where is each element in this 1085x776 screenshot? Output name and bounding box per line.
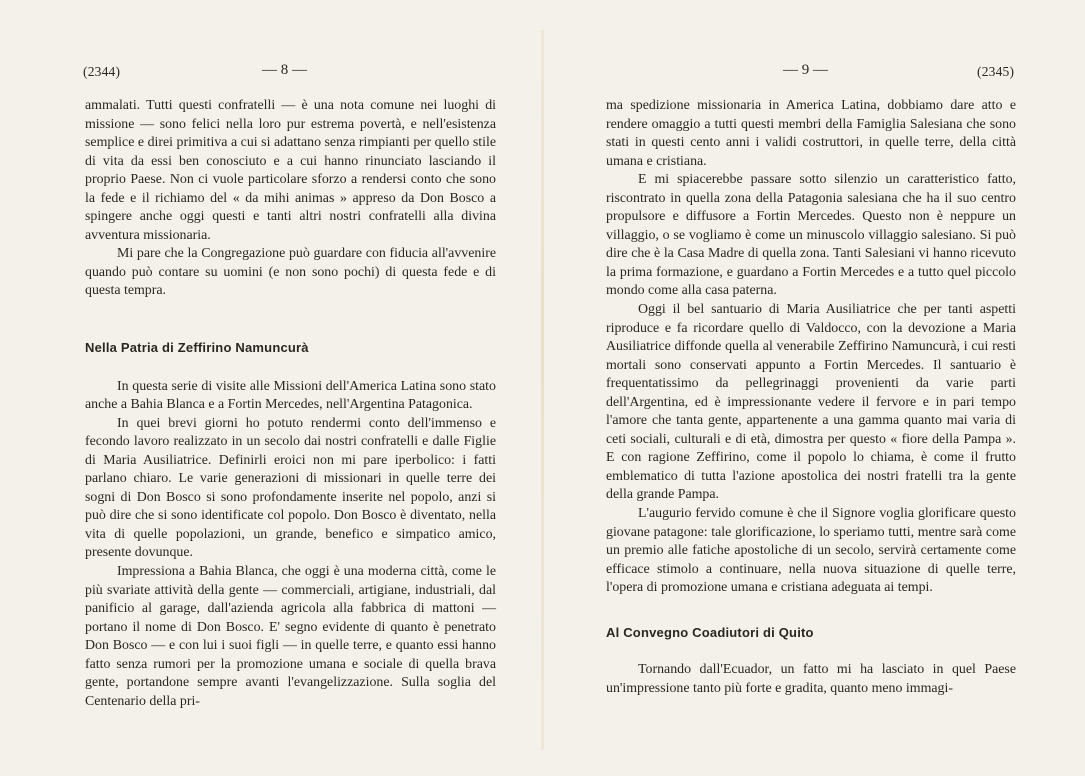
paragraph: Oggi il bel santuario di Maria Ausiliatrice che per tanti aspetti riproduce e fa ricordare quello di Valdocco, con la devozione a Maria Ausiliatrice diffonde quella al venerabile Zeffirino Namuncurà, i cui resti mortali sono conservati appunto a Fortin Mercedes. Il santuario è frequentatissimo da pellegrinaggi provenienti da varie parti dell'Argentina, ed è impressionante vedere il fervore e in pari tempo l'amore che tanta gente, appartenente a una gamma quanto mai varia di ceti sociali, culturali e di età, dimostra per questo « fiore della Pampa ». E con ragione Zeffirino, come il popolo lo chiama, è come il frutto emblematico di tutta l'azione apostolica dei nostri fratelli tra la gente della grande Pampa. (606, 302, 1016, 503)
paragraph: In questa serie di visite alle Missioni dell'America Latina sono stato anche a Bahia Blanca e a Fortin Mercedes, nell'Argentina Patagonica. (85, 378, 496, 413)
archive-number: (2345) (977, 64, 1015, 79)
paragraph: ammalati. Tutti questi confratelli — è una nota comune nei luoghi di missione — sono felici nella loro pur estrema povertà, e nell'esistenza semplice e direi primitiva a cui si adattano senza rimpianti per quello stile di vita da essi ben conosciuto e a cui hanno rinunciato lasciando il proprio Paese. Non ci vuole particolare sforzo a rendersi conto che sono la fede e il richiamo del « da mihi animas » appreso da Don Bosco a spingere anche oggi questi e tanti altri nostri confratelli alla divina avventura missionaria. (85, 98, 496, 243)
page-number: — 9 — (783, 62, 828, 78)
page-number: — 8 — (262, 62, 307, 78)
text-column (606, 97, 1016, 698)
text-column (85, 97, 496, 711)
paragraph: Tornando dall'Ecuador, un fatto mi ha lasciato in quel Paese un'impressione tanto più forte e gradita, quanto meno immagi- (606, 662, 1016, 696)
paragraph: ma spedizione missionaria in America Latina, dobbiamo dare atto e rendere omaggio a tutti questi membri della Famiglia Salesiana che sono stati in questi cento anni i validi costruttori, in quelle terre, della città umana e cristiana. (606, 98, 1016, 169)
section-heading: Al Convegno Coadiutori di Quito (606, 624, 814, 640)
archive-number: (2344) (83, 64, 121, 79)
paragraph: In quei brevi giorni ho potuto rendermi conto dell'immenso e fecondo lavoro realizzato in un secolo dai nostri confratelli e dalle Figlie di Maria Ausiliatrice. Definirli eroici non mi pare iperbolico: i fatti parlano chiaro. Le varie generazioni di missionari in quelle terre dei sogni di Don Bosco si sono profondamente inserite nel popolo, anzi si può dire che si sono identificate col popolo. Don Bosco è diventato, nella vita di quelle popolazioni, un grande, benefico e simpatico amico, presente dovunque. (85, 415, 496, 561)
section-heading: Nella Patria di Zeffirino Namuncurà (85, 340, 309, 356)
paragraph: E mi spiacerebbe passare sotto silenzio un caratteristico fatto, riscontrato in quella zona della Patagonia salesiana che ha il suo centro propulsore e diffusore a Fortin Mercedes. Questo non è neppure un villaggio, o se vogliamo è come un minuscolo villaggio salesiano. Si può dire che è la Casa Madre di quella zona. Tanti Salesiani vi hanno ricevuto la prima formazione, e guardano a Fortin Mercedes e a tutto quel piccolo mondo come alla casa paterna. (606, 172, 1016, 299)
right-page (543, 0, 1085, 776)
paragraph: L'augurio fervido comune è che il Signore voglia glorificare questo giovane patagone: tale glorificazione, lo speriamo tutti, mentre sarà come un premio alle fatiche apostoliche di un secolo, servirà certamente come efficace stimolo a continuare, nella nuova situazione di quelle terre, l'opera di promozione umana e cristiana adeguata ai tempi. (606, 506, 1016, 596)
paragraph: Impressiona a Bahia Blanca, che oggi è una moderna città, come le più svariate attività della gente — commerciali, artigiane, industriali, dal panificio al garage, dall'azienda agricola alla fabbrica di mattoni — portano il nome di Don Bosco. E' segno evidente di quanto è penetrato Don Bosco — e con lui i suoi figli — in quelle terre, e quanto essi hanno fatto senza rumori per la promozione umana e sociale di quella brava gente, portandone sempre avanti l'evangelizzazione. Sulla soglia del Centenario della pri- (85, 564, 496, 709)
paragraph: Mi pare che la Congregazione può guardare con fiducia all'avvenire quando può contare su uomini (e non sono pochi) di questa fede e di questa tempra. (85, 246, 496, 299)
